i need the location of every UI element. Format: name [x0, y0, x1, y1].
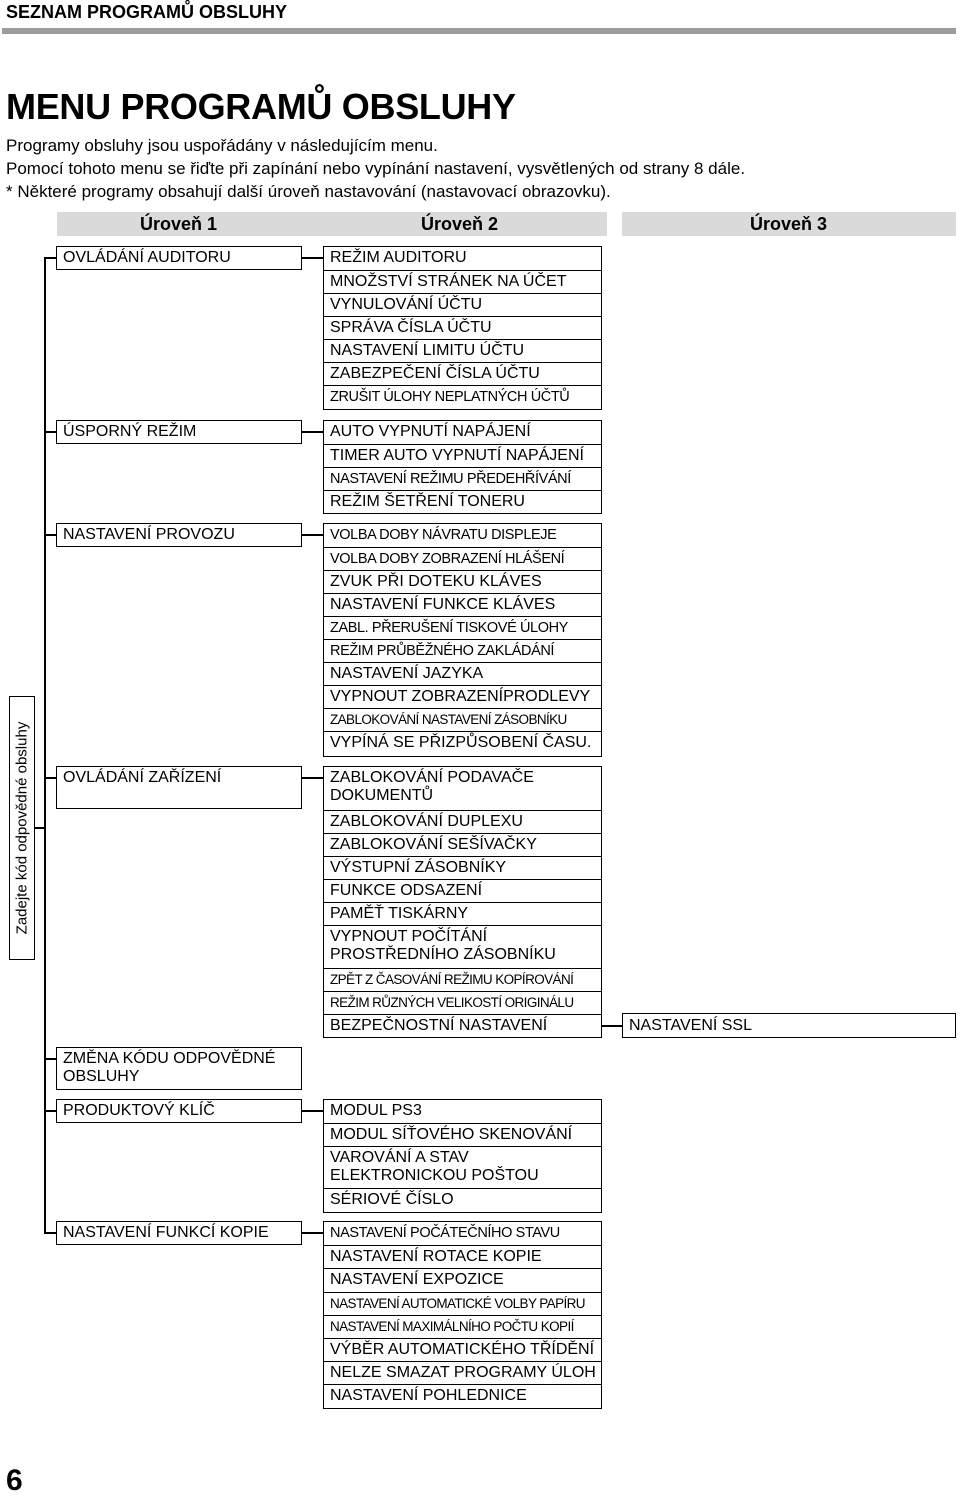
level2-item: NELZE SMAZAT PROGRAMY ÚLOH [324, 1361, 601, 1384]
level2-item: ZABEZPEČENÍ ČÍSLA ÚČTU [324, 362, 601, 385]
level2-item: SPRÁVA ČÍSLA ÚČTU [324, 316, 601, 339]
level2-item: REŽIM ŠETŘENÍ TONERU [324, 490, 601, 513]
level1-item-copy-settings: NASTAVENÍ FUNKCÍ KOPIE [56, 1221, 302, 1245]
level2-item: ZABLOKOVÁNÍ NASTAVENÍ ZÁSOBNÍKU [324, 708, 601, 731]
page-title: MENU PROGRAMŮ OBSLUHY [6, 86, 516, 127]
level2-item: VYPNOUT POČÍTÁNÍ PROSTŘEDNÍHO ZÁSOBNÍKU [324, 925, 601, 968]
level-1-header: Úroveň 1 [140, 213, 218, 234]
level2-item: VYPNOUT ZOBRAZENÍPRODLEVY [324, 685, 601, 708]
level2-item-security-settings: BEZPEČNOSTNÍ NASTAVENÍ [324, 1014, 601, 1037]
connector-line [302, 534, 324, 536]
level2-item: AUTO VYPNUTÍ NAPÁJENÍ [330, 423, 531, 440]
level2-item: ZABLOKOVÁNÍ DUPLEXU [324, 810, 601, 833]
connector-line [302, 777, 324, 779]
level2-box-copy-settings [323, 1221, 602, 1409]
level2-item: ZVUK PŘI DOTEKU KLÁVES [324, 570, 601, 593]
level2-box-product-key [323, 1099, 602, 1213]
level2-box-operation-settings [323, 523, 602, 757]
level2-item: NASTAVENÍ EXPOZICE [324, 1268, 601, 1292]
level1-item-change-admin-code: ZMĚNA KÓDU ODPOVĚDNÉ OBSLUHY [56, 1047, 302, 1090]
intro-line-3: * Některé programy obsahují další úroveň nastavování (nastavovací obrazovku). [6, 182, 611, 201]
level2-box-device-control [323, 766, 602, 1038]
level2-item: NASTAVENÍ LIMITU ÚČTU [324, 339, 601, 362]
level2-item: VÝSTUPNÍ ZÁSOBNÍKY [324, 856, 601, 879]
level2-item: VAROVÁNÍ A STAV ELEKTRONICKOU POŠTOU [324, 1146, 601, 1188]
level2-item: REŽIM RŮZNÝCH VELIKOSTÍ ORIGINÁLU [324, 991, 601, 1014]
level1-item-energy-save: ÚSPORNÝ REŽIM [56, 420, 302, 444]
level2-item: MODUL PS3 [330, 1102, 422, 1119]
connector-line [302, 257, 324, 259]
section-divider [2, 28, 956, 34]
level2-box-auditor [323, 246, 602, 410]
side-label: Zadejte kód odpovědné obsluhy [13, 721, 31, 935]
connector-line [302, 1232, 324, 1234]
level2-item: TIMER AUTO VYPNUTÍ NAPÁJENÍ [324, 444, 601, 467]
connector-line [302, 1110, 324, 1112]
level2-item: REŽIM PRŮBĚŽNÉHO ZAKLÁDÁNÍ [324, 639, 601, 662]
level2-item: NASTAVENÍ FUNKCE KLÁVES [324, 593, 601, 616]
level2-item: PAMĚŤ TISKÁRNY [324, 902, 601, 925]
level2-item: REŽIM AUDITORU [330, 249, 467, 266]
level2-item: SÉRIOVÉ ČÍSLO [324, 1188, 601, 1212]
level-3-header: Úroveň 3 [750, 213, 828, 234]
level2-item: ZABLOKOVÁNÍ PODAVAČE DOKUMENTŮ [330, 769, 534, 804]
intro-line-2: Pomocí tohoto menu se řiďte při zapínání nebo vypínání nastavení, vysvětlených od strany 8 dále. [6, 159, 746, 178]
level-2-header: Úroveň 2 [421, 213, 499, 234]
page-number: 6 [6, 1464, 23, 1497]
level2-item: NASTAVENÍ POHLEDNICE [324, 1384, 601, 1408]
level1-item-product-key: PRODUKTOVÝ KLÍČ [56, 1099, 302, 1123]
level2-item: NASTAVENÍ AUTOMATICKÉ VOLBY PAPÍRU [324, 1292, 601, 1315]
level2-item: VOLBA DOBY NÁVRATU DISPLEJE [330, 527, 557, 543]
level2-item: NASTAVENÍ REŽIMU PŘEDEHŘÍVÁNÍ [324, 467, 601, 490]
level2-item: VÝBĚR AUTOMATICKÉHO TŘÍDĚNÍ [324, 1338, 601, 1361]
level2-box-energy-save [323, 420, 602, 514]
level1-item-device-control: OVLÁDÁNÍ ZAŘÍZENÍ [56, 766, 302, 809]
level-header-bar-3 [622, 212, 956, 236]
level2-item: NASTAVENÍ JAZYKA [324, 662, 601, 685]
level2-item: VYNULOVÁNÍ ÚČTU [324, 293, 601, 316]
level2-item: MNOŽSTVÍ STRÁNEK NA ÚČET [324, 270, 601, 293]
connector-line [302, 431, 324, 433]
level3-item-ssl: NASTAVENÍ SSL [622, 1013, 956, 1038]
level2-item: FUNKCE ODSAZENÍ [324, 879, 601, 902]
level2-item: NASTAVENÍ MAXIMÁLNÍHO POČTU KOPIÍ [324, 1315, 601, 1338]
connector-line [602, 1025, 623, 1027]
tree-trunk-line [44, 257, 46, 1233]
level1-item-auditor: OVLÁDÁNÍ AUDITORU [56, 246, 302, 270]
level1-item-operation-settings: NASTAVENÍ PROVOZU [56, 523, 302, 547]
level2-item: VOLBA DOBY ZOBRAZENÍ HLÁŠENÍ [324, 547, 601, 570]
level2-item: ZABL. PŘERUŠENÍ TISKOVÉ ÚLOHY [324, 616, 601, 639]
intro-line-1: Programy obsluhy jsou uspořádány v následujícím menu. [6, 136, 438, 155]
level2-item: NASTAVENÍ ROTACE KOPIE [324, 1245, 601, 1268]
level2-item: ZPĚT Z ČASOVÁNÍ REŽIMU KOPÍROVÁNÍ [324, 968, 601, 991]
level2-item: MODUL SÍŤOVÉHO SKENOVÁNÍ [324, 1123, 601, 1146]
level-header-bar-1-2 [57, 212, 607, 236]
level2-item: ZABLOKOVÁNÍ SEŠÍVAČKY [324, 833, 601, 856]
level2-item: NASTAVENÍ POČÁTEČNÍHO STAVU [330, 1225, 560, 1241]
level2-item: VYPÍNÁ SE PŘIZPŮSOBENÍ ČASU. [324, 731, 601, 756]
section-title: SEZNAM PROGRAMŮ OBSLUHY [6, 2, 288, 22]
level2-item: ZRUŠIT ÚLOHY NEPLATNÝCH ÚČTŮ [324, 385, 601, 409]
